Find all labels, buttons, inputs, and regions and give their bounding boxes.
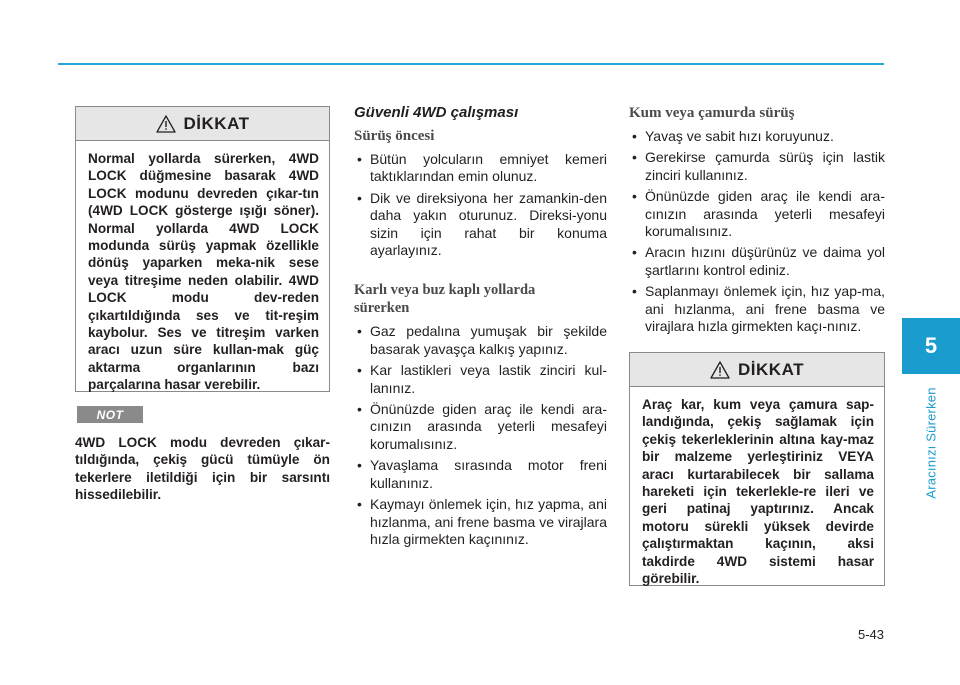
list-item: • Bütün yolcuların emniyet kemeri taktıklarından emin olunuz. bbox=[354, 151, 607, 186]
list-item: • Gerekirse çamurda sürüş için lastik zinciri kullanınız. bbox=[629, 149, 885, 184]
warning-body: Normal yollarda sürerken, 4WD LOCK düğmesine basarak 4WD LOCK modunu devreden çıkar-tın (4WD LOCK gösterge ışığı söner). Normal yollarda 4WD LOCK modunda sürüş yapmak özellikle dönüş yaparken meka-nik sese veya titreşime neden olabilir. 4WD LOCK modu dev-reden çıkartıldığında ses ve tit-reşim kaybolur. Ses ve titreşim varken aracı uzun süre kullan-mak güç aktarma organlarının bazı parçalarına hasar verebilir. bbox=[88, 151, 319, 393]
warning-triangle-icon bbox=[156, 115, 176, 133]
warning-title: DİKKAT bbox=[738, 359, 804, 379]
subsection-heading-sand-mud: Kum veya çamurda sürüş bbox=[629, 105, 795, 121]
note-text: 4WD LOCK modu devreden çıkar-tıldığında, çekiş gücü tümüyle ön tekerlere iletildiği için bir sarsıntı hissedilebilir. bbox=[75, 435, 330, 503]
warning-triangle-icon bbox=[710, 361, 730, 379]
list-item: • Yavaşlama sırasında motor freni kullanınız. bbox=[354, 457, 607, 492]
list-item: • Önünüzde giden araç ile kendi ara-cınızın arasında yeterli mesafeyi korumalısınız. bbox=[354, 401, 607, 453]
sand-mud-list bbox=[629, 128, 885, 335]
chapter-number: 5 bbox=[924, 333, 938, 358]
list-item: • Aracın hızını düşürünüz ve daima yol şartlarını kontrol ediniz. bbox=[629, 244, 885, 279]
header-rule bbox=[58, 63, 884, 65]
snow-ice-list bbox=[354, 323, 607, 548]
subsection-heading-before-driving: Sürüş öncesi bbox=[354, 128, 435, 144]
section-title: Güvenli 4WD çalışması bbox=[354, 104, 519, 121]
warning-body: Araç kar, kum veya çamura sap-landığında, çekiş sağlamak için çekiş tekerleklerinin altına kay-maz bir malzeme yerleştiriniz VEYA aracı kurtarabilecek bir sallama hareketi için tekerlekle-re ileri ve geri patinaj yaptırınız. Ancak motoru sürekli yüksek devirde çalıştırmaktan kaçının, aksi takdirde 4WD sistemi hasar görebilir. bbox=[642, 397, 874, 587]
safe-4wd-column bbox=[354, 104, 607, 552]
warning-box-4wd-lock bbox=[75, 106, 330, 392]
chapter-title: Aracınızı Sürerken bbox=[923, 387, 939, 499]
list-item: • Saplanmayı önlemek için, hız yap-ma, ani hızlanma, ani frene basma ve virajlara hızla girmekten kaçı-nınız. bbox=[629, 283, 885, 335]
list-item: • Gaz pedalına yumuşak bir şekilde basarak yavaşça kalkış yapınız. bbox=[354, 323, 607, 358]
subsection-heading-snow-line2: sürerken bbox=[354, 300, 410, 317]
warning-title: DİKKAT bbox=[183, 113, 250, 133]
warning-header bbox=[76, 107, 329, 141]
note-badge: NOT bbox=[77, 406, 143, 423]
list-item: • Önünüzde giden araç ile kendi ara-cınızın arasında yeterli mesafeyi korumalısınız. bbox=[629, 188, 885, 240]
sand-mud-column bbox=[629, 104, 885, 339]
before-driving-list bbox=[354, 151, 607, 259]
subsection-heading-snow-line1: Karlı veya buz kaplı yollarda bbox=[354, 282, 536, 299]
chapter-tab[interactable] bbox=[902, 318, 960, 374]
chapter-title-container bbox=[902, 378, 960, 508]
warning-header bbox=[630, 353, 884, 387]
list-item: • Dik ve direksiyona her zamankin-den daha yakın oturunuz. Direksi-yonu sizin için rahat bir konuma ayarlayınız. bbox=[354, 190, 607, 260]
list-item: • Kaymayı önlemek için, hız yapma, ani hızlanma, ani frene basma ve virajlara hızla girmekten kaçınınız. bbox=[354, 496, 607, 548]
list-item: • Yavaş ve sabit hızı koruyunuz. bbox=[629, 128, 885, 145]
list-item: • Kar lastikleri veya lastik zinciri kul-lanınız. bbox=[354, 362, 607, 397]
page-number: 5-43 bbox=[857, 627, 884, 642]
warning-box-sand-mud bbox=[629, 352, 885, 586]
